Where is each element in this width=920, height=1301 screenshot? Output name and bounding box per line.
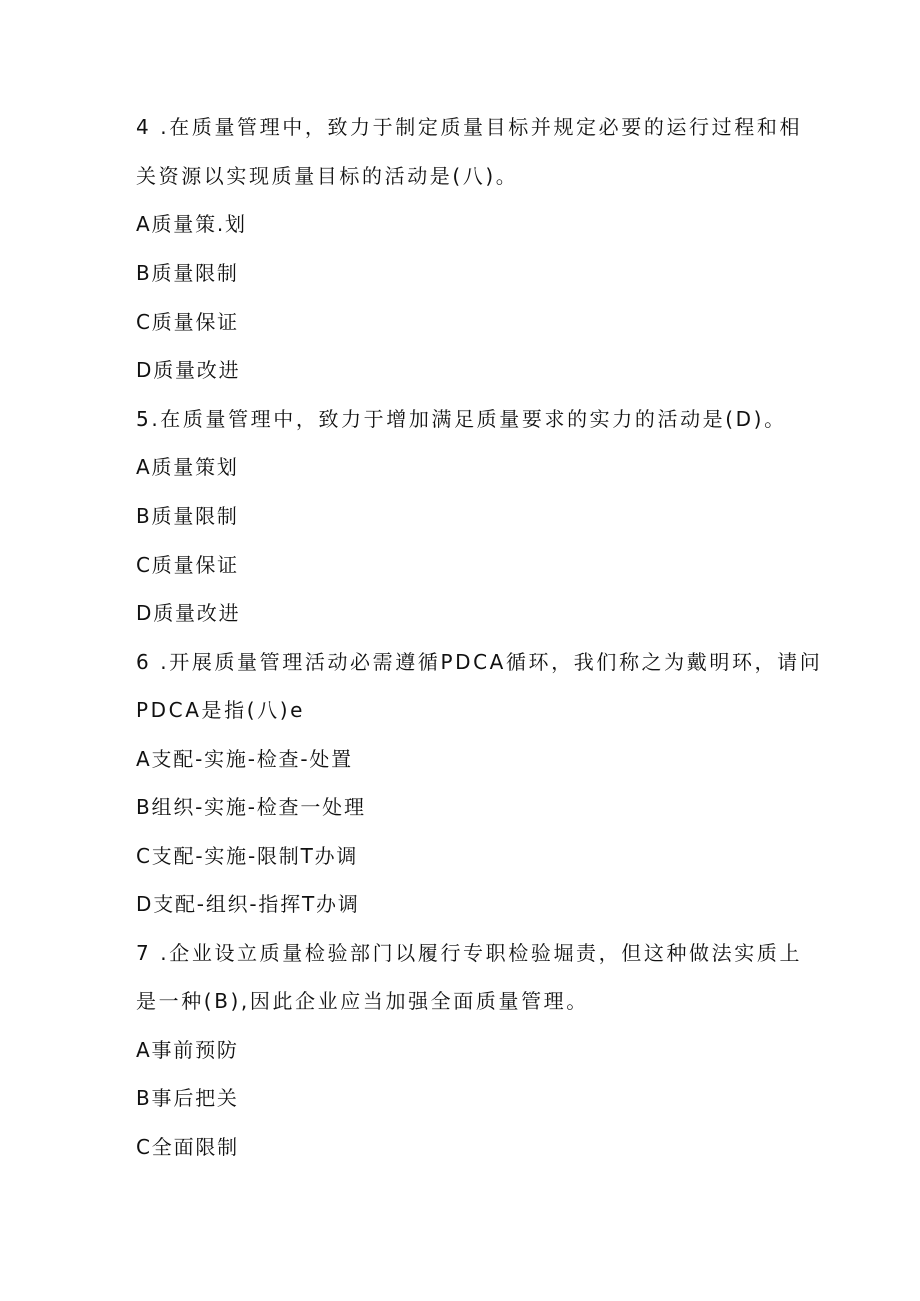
question-7-option-c: C全面限制 xyxy=(136,1135,239,1159)
question-6-line-2: PDCA是指(八)e xyxy=(136,698,306,722)
question-7-option-a: A事前预防 xyxy=(136,1038,239,1062)
question-6-option-a: A支配-实施-检查-处置 xyxy=(136,747,353,771)
question-4-line-1: 4 .在质量管理中，致力于制定质量目标并规定必要的运行过程和相 xyxy=(136,115,803,139)
question-5-option-a: A质量策划 xyxy=(136,455,239,479)
question-6-option-b: B组织-实施-检查一处理 xyxy=(136,795,366,819)
question-4-option-d: D质量改进 xyxy=(136,358,241,382)
question-4-line-2: 关资源以实现质量目标的活动是(八)。 xyxy=(136,164,519,188)
question-7-line-2: 是一种(B),因此企业应当加强全面质量管理。 xyxy=(136,989,589,1013)
question-6-option-c: C支配-实施-限制T办调 xyxy=(136,844,359,868)
question-7-line-1: 7 .企业设立质量检验部门以履行专职检验堀责，但这种做法实质上 xyxy=(136,941,803,965)
question-5-option-d: D质量改进 xyxy=(136,601,241,625)
question-4-option-c: C质量保证 xyxy=(136,310,239,334)
question-4-option-b: B质量限制 xyxy=(136,261,239,285)
question-6-option-d: D支配-组织-指挥T办调 xyxy=(136,892,360,916)
question-6-line-1: 6 .开展质量管理活动必需遵循PDCA循环，我们称之为戴明环，请问 xyxy=(136,650,823,674)
question-7-option-b: B事后把关 xyxy=(136,1086,239,1110)
question-4-option-a: A质量策.划 xyxy=(136,212,247,236)
question-5-option-c: C质量保证 xyxy=(136,553,239,577)
question-5-line-1: 5.在质量管理中，致力于增加满足质量要求的实力的活动是(D)。 xyxy=(136,407,787,431)
question-5-option-b: B质量限制 xyxy=(136,504,239,528)
